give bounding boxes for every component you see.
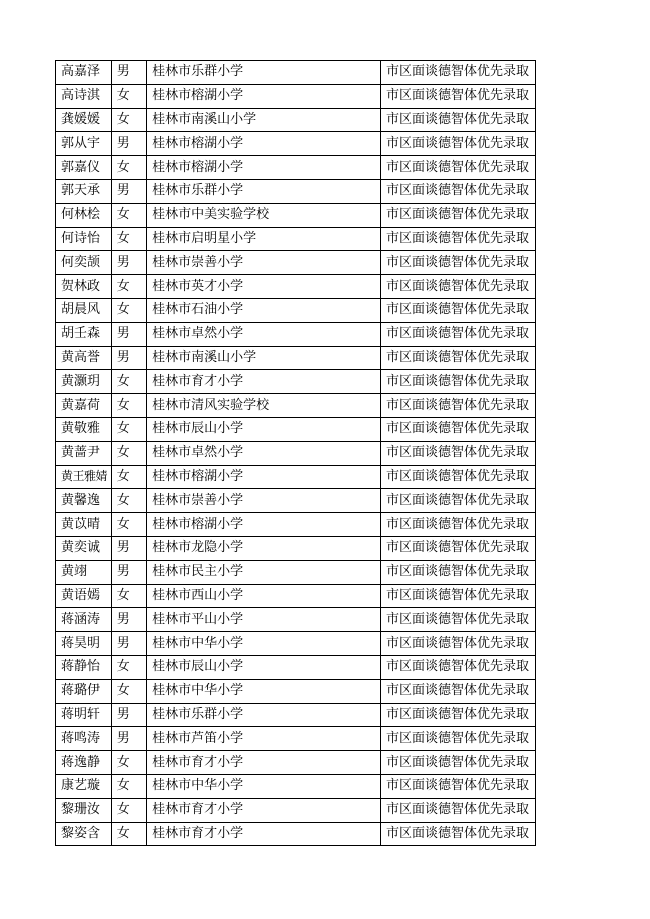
gender-cell: 男 — [111, 608, 146, 632]
gender-cell: 女 — [111, 275, 146, 299]
school-cell: 桂林市南溪山小学 — [147, 108, 381, 132]
gender-cell: 女 — [111, 370, 146, 394]
admission-result-cell: 市区面谈德智体优先录取 — [381, 417, 536, 441]
student-name-cell: 黄嘉荷 — [56, 394, 112, 418]
admission-result-cell: 市区面谈德智体优先录取 — [381, 798, 536, 822]
admission-result-cell: 市区面谈德智体优先录取 — [381, 61, 536, 85]
gender-cell: 女 — [111, 108, 146, 132]
student-name-cell: 黄王雅婧 — [56, 465, 112, 489]
student-name-cell: 何奕颉 — [56, 251, 112, 275]
admission-result-cell: 市区面谈德智体优先录取 — [381, 536, 536, 560]
admission-result-cell: 市区面谈德智体优先录取 — [381, 132, 536, 156]
table-row — [56, 251, 536, 275]
school-cell: 桂林市榕湖小学 — [147, 465, 381, 489]
gender-cell: 女 — [111, 203, 146, 227]
school-cell: 桂林市平山小学 — [147, 608, 381, 632]
school-cell: 桂林市中美实验学校 — [147, 203, 381, 227]
student-name-cell: 黄奕诚 — [56, 536, 112, 560]
gender-cell: 女 — [111, 298, 146, 322]
table-row — [56, 679, 536, 703]
school-cell: 桂林市中华小学 — [147, 632, 381, 656]
admission-result-cell: 市区面谈德智体优先录取 — [381, 822, 536, 846]
gender-cell: 男 — [111, 727, 146, 751]
table-row — [56, 227, 536, 251]
table-row — [56, 465, 536, 489]
school-cell: 桂林市育才小学 — [147, 370, 381, 394]
student-name-cell: 高诗淇 — [56, 84, 112, 108]
school-cell: 桂林市崇善小学 — [147, 489, 381, 513]
admission-result-cell: 市区面谈德智体优先录取 — [381, 84, 536, 108]
gender-cell: 男 — [111, 560, 146, 584]
gender-cell: 男 — [111, 322, 146, 346]
table-row — [56, 132, 536, 156]
table-row — [56, 108, 536, 132]
school-cell: 桂林市乐群小学 — [147, 179, 381, 203]
student-name-cell: 黄灏玥 — [56, 370, 112, 394]
table-row — [56, 560, 536, 584]
student-name-cell: 黄高誉 — [56, 346, 112, 370]
table-row — [56, 536, 536, 560]
table-row — [56, 727, 536, 751]
table-row — [56, 751, 536, 775]
school-cell: 桂林市芦笛小学 — [147, 727, 381, 751]
table-row — [56, 608, 536, 632]
student-name-cell: 龚媛媛 — [56, 108, 112, 132]
school-cell: 桂林市南溪山小学 — [147, 346, 381, 370]
student-name-cell: 黄语嫣 — [56, 584, 112, 608]
school-cell: 桂林市乐群小学 — [147, 61, 381, 85]
admission-result-cell: 市区面谈德智体优先录取 — [381, 322, 536, 346]
gender-cell: 女 — [111, 584, 146, 608]
admission-result-cell: 市区面谈德智体优先录取 — [381, 108, 536, 132]
student-name-cell: 胡壬森 — [56, 322, 112, 346]
gender-cell: 女 — [111, 655, 146, 679]
gender-cell: 男 — [111, 251, 146, 275]
admission-result-cell: 市区面谈德智体优先录取 — [381, 441, 536, 465]
gender-cell: 女 — [111, 156, 146, 180]
admission-result-cell: 市区面谈德智体优先录取 — [381, 370, 536, 394]
gender-cell: 女 — [111, 513, 146, 537]
admission-table — [55, 60, 536, 846]
admission-result-cell: 市区面谈德智体优先录取 — [381, 465, 536, 489]
student-name-cell: 黄苡晴 — [56, 513, 112, 537]
student-name-cell: 蒋昊明 — [56, 632, 112, 656]
student-name-cell: 胡晨风 — [56, 298, 112, 322]
admission-result-cell: 市区面谈德智体优先录取 — [381, 179, 536, 203]
student-name-cell: 蒋涵涛 — [56, 608, 112, 632]
admission-result-cell: 市区面谈德智体优先录取 — [381, 751, 536, 775]
school-cell: 桂林市中华小学 — [147, 774, 381, 798]
school-cell: 桂林市崇善小学 — [147, 251, 381, 275]
gender-cell: 女 — [111, 227, 146, 251]
gender-cell: 女 — [111, 774, 146, 798]
school-cell: 桂林市启明星小学 — [147, 227, 381, 251]
school-cell: 桂林市育才小学 — [147, 751, 381, 775]
admission-result-cell: 市区面谈德智体优先录取 — [381, 156, 536, 180]
table-row — [56, 203, 536, 227]
admission-result-cell: 市区面谈德智体优先录取 — [381, 251, 536, 275]
gender-cell: 男 — [111, 346, 146, 370]
admission-result-cell: 市区面谈德智体优先录取 — [381, 275, 536, 299]
school-cell: 桂林市榕湖小学 — [147, 156, 381, 180]
student-name-cell: 蒋逸静 — [56, 751, 112, 775]
table-row — [56, 703, 536, 727]
gender-cell: 女 — [111, 489, 146, 513]
student-name-cell: 贺林政 — [56, 275, 112, 299]
student-name-cell: 郭从宇 — [56, 132, 112, 156]
admission-result-cell: 市区面谈德智体优先录取 — [381, 774, 536, 798]
table-row — [56, 489, 536, 513]
school-cell: 桂林市榕湖小学 — [147, 132, 381, 156]
table-row — [56, 584, 536, 608]
school-cell: 桂林市榕湖小学 — [147, 513, 381, 537]
student-name-cell: 郭天承 — [56, 179, 112, 203]
admission-result-cell: 市区面谈德智体优先录取 — [381, 489, 536, 513]
gender-cell: 男 — [111, 132, 146, 156]
admission-table-body — [56, 61, 536, 846]
gender-cell: 女 — [111, 465, 146, 489]
school-cell: 桂林市中华小学 — [147, 679, 381, 703]
table-row — [56, 275, 536, 299]
admission-result-cell: 市区面谈德智体优先录取 — [381, 703, 536, 727]
table-row — [56, 156, 536, 180]
school-cell: 桂林市卓然小学 — [147, 441, 381, 465]
table-row — [56, 84, 536, 108]
table-row — [56, 798, 536, 822]
admission-result-cell: 市区面谈德智体优先录取 — [381, 513, 536, 537]
school-cell: 桂林市西山小学 — [147, 584, 381, 608]
table-row — [56, 179, 536, 203]
school-cell: 桂林市石油小学 — [147, 298, 381, 322]
gender-cell: 男 — [111, 632, 146, 656]
admission-result-cell: 市区面谈德智体优先录取 — [381, 298, 536, 322]
school-cell: 桂林市龙隐小学 — [147, 536, 381, 560]
gender-cell: 男 — [111, 703, 146, 727]
admission-result-cell: 市区面谈德智体优先录取 — [381, 227, 536, 251]
student-name-cell: 蒋明轩 — [56, 703, 112, 727]
school-cell: 桂林市英才小学 — [147, 275, 381, 299]
table-row — [56, 774, 536, 798]
gender-cell: 男 — [111, 179, 146, 203]
admission-result-cell: 市区面谈德智体优先录取 — [381, 727, 536, 751]
gender-cell: 女 — [111, 417, 146, 441]
school-cell: 桂林市乐群小学 — [147, 703, 381, 727]
gender-cell: 男 — [111, 61, 146, 85]
student-name-cell: 蒋鸣涛 — [56, 727, 112, 751]
student-name-cell: 黄敬雅 — [56, 417, 112, 441]
gender-cell: 女 — [111, 84, 146, 108]
admission-result-cell: 市区面谈德智体优先录取 — [381, 203, 536, 227]
admission-result-cell: 市区面谈德智体优先录取 — [381, 608, 536, 632]
table-row — [56, 513, 536, 537]
gender-cell: 女 — [111, 822, 146, 846]
table-row — [56, 417, 536, 441]
student-name-cell: 黄蔷尹 — [56, 441, 112, 465]
student-name-cell: 康艺璇 — [56, 774, 112, 798]
school-cell: 桂林市清风实验学校 — [147, 394, 381, 418]
gender-cell: 女 — [111, 798, 146, 822]
table-row — [56, 346, 536, 370]
student-name-cell: 黄翊 — [56, 560, 112, 584]
gender-cell: 女 — [111, 751, 146, 775]
admission-result-cell: 市区面谈德智体优先录取 — [381, 394, 536, 418]
school-cell: 桂林市卓然小学 — [147, 322, 381, 346]
school-cell: 桂林市辰山小学 — [147, 655, 381, 679]
admission-result-cell: 市区面谈德智体优先录取 — [381, 560, 536, 584]
gender-cell: 男 — [111, 536, 146, 560]
table-row — [56, 394, 536, 418]
student-name-cell: 郭嘉仪 — [56, 156, 112, 180]
student-name-cell: 蒋璐伊 — [56, 679, 112, 703]
table-row — [56, 655, 536, 679]
table-row — [56, 632, 536, 656]
gender-cell: 女 — [111, 441, 146, 465]
table-row — [56, 370, 536, 394]
student-name-cell: 黎姿含 — [56, 822, 112, 846]
student-name-cell: 高嘉泽 — [56, 61, 112, 85]
student-name-cell: 何林桧 — [56, 203, 112, 227]
table-row — [56, 322, 536, 346]
admission-result-cell: 市区面谈德智体优先录取 — [381, 584, 536, 608]
admission-result-cell: 市区面谈德智体优先录取 — [381, 679, 536, 703]
student-name-cell: 黎珊汝 — [56, 798, 112, 822]
gender-cell: 女 — [111, 679, 146, 703]
gender-cell: 女 — [111, 394, 146, 418]
table-row — [56, 61, 536, 85]
admission-result-cell: 市区面谈德智体优先录取 — [381, 632, 536, 656]
table-row — [56, 298, 536, 322]
table-row — [56, 441, 536, 465]
student-name-cell: 何诗怡 — [56, 227, 112, 251]
school-cell: 桂林市民主小学 — [147, 560, 381, 584]
table-row — [56, 822, 536, 846]
school-cell: 桂林市育才小学 — [147, 822, 381, 846]
school-cell: 桂林市辰山小学 — [147, 417, 381, 441]
admission-result-cell: 市区面谈德智体优先录取 — [381, 346, 536, 370]
student-name-cell: 黄馨逸 — [56, 489, 112, 513]
student-name-cell: 蒋静怡 — [56, 655, 112, 679]
admission-result-cell: 市区面谈德智体优先录取 — [381, 655, 536, 679]
school-cell: 桂林市榕湖小学 — [147, 84, 381, 108]
school-cell: 桂林市育才小学 — [147, 798, 381, 822]
